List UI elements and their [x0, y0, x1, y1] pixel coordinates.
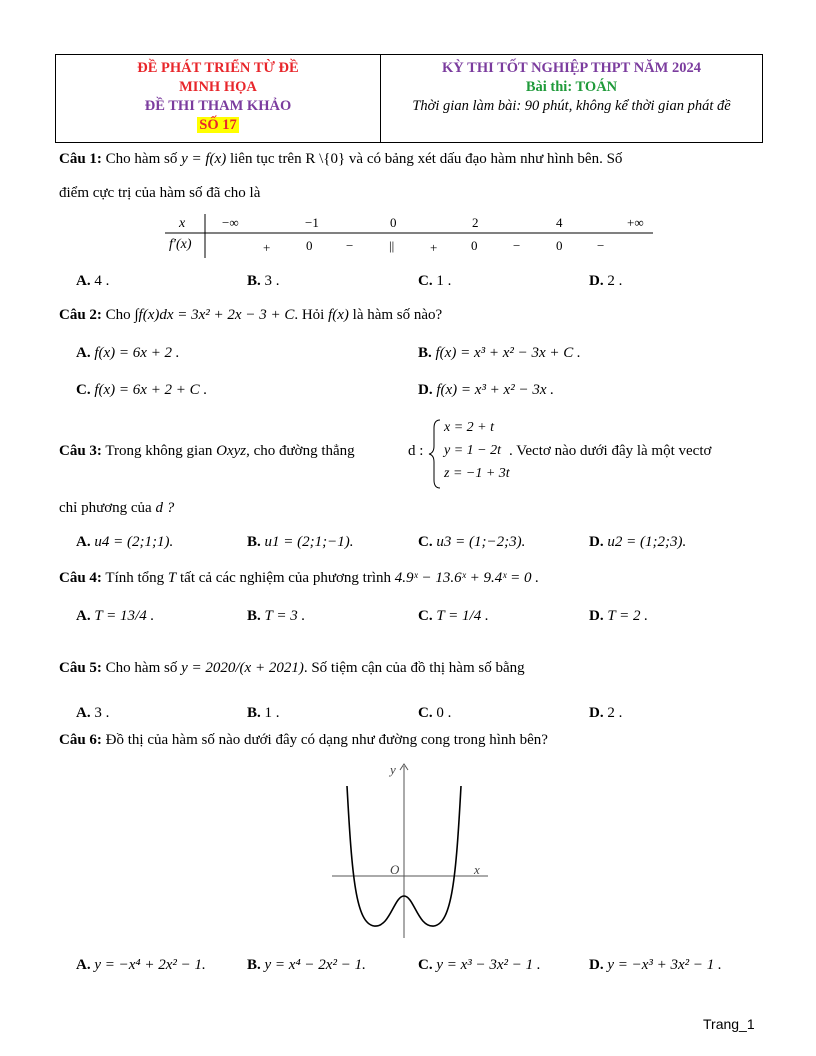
q2-b-letter: B. — [418, 345, 432, 361]
q1-table-s5: 0 — [471, 238, 478, 253]
q5-option-b[interactable] — [247, 705, 280, 722]
q4-text-a: Tính tổng — [105, 570, 165, 586]
q6-a-text: y = −x⁴ + 2x² − 1. — [94, 957, 206, 973]
q3-c-letter: C. — [418, 534, 433, 550]
q3-option-b[interactable] — [247, 534, 354, 551]
q6-option-a[interactable] — [76, 957, 206, 974]
q1-table-x-label: x — [179, 216, 186, 231]
q4-option-a[interactable] — [76, 608, 154, 625]
q4-option-c[interactable] — [418, 608, 489, 625]
header-exam-title: KỲ THI TỐT NGHIỆP THPT NĂM 2024 — [442, 60, 701, 76]
q1-table-s2: − — [346, 238, 354, 253]
q4-text-b: tất cả các nghiệm của phương trình — [180, 570, 391, 586]
q5-c-letter: C. — [418, 705, 433, 721]
q6-option-d[interactable] — [589, 957, 722, 974]
q1-d-text: 2 . — [607, 273, 623, 289]
q1-table-s7: 0 — [556, 238, 563, 253]
q5-b-text: 1 . — [264, 705, 280, 721]
q4-option-b[interactable] — [247, 608, 305, 625]
header-left-line1: ĐỀ PHÁT TRIỂN TỪ ĐỀ — [137, 60, 299, 76]
q1-label: Câu 1: — [59, 151, 102, 167]
q4-b-text: T = 3 . — [264, 608, 306, 624]
q1-table-s0: + — [263, 240, 271, 255]
q1-b-letter: B. — [247, 273, 261, 289]
q6-b-text: y = x⁴ − 2x² − 1. — [264, 957, 366, 973]
q1-table-x2: 0 — [390, 215, 397, 230]
q1-option-c[interactable] — [418, 273, 451, 290]
q5-option-d[interactable] — [589, 705, 622, 722]
q2-text-b: . Hỏi — [294, 307, 325, 323]
q2-option-c[interactable] — [76, 382, 207, 399]
q6-axis-y: y — [390, 762, 396, 777]
q2-text-a: Cho — [105, 307, 131, 323]
header-exam-number: SỐ 17 — [199, 117, 237, 133]
q2-label: Câu 2: — [59, 307, 102, 323]
q2-b-text: f(x) = x³ + x² − 3x + C . — [435, 345, 581, 361]
q3-brace-icon — [428, 418, 442, 490]
header-left-line2: MINH HỌA — [179, 79, 257, 95]
q1-option-b[interactable] — [247, 273, 280, 290]
q5-text-b: . Số tiệm cận của đồ thị hàm số bằng — [303, 660, 525, 676]
question-4 — [59, 570, 539, 587]
q1-a-text: 4 . — [94, 273, 110, 289]
q3-a-letter: A. — [76, 534, 91, 550]
q3-line2-var: d ? — [155, 500, 175, 516]
q2-d-letter: D. — [418, 382, 433, 398]
q1-d-letter: D. — [589, 273, 604, 289]
q2-integral: ∫f(x)dx = 3x² + 2x − 3 + C — [134, 307, 295, 323]
question-2 — [59, 307, 442, 324]
header-left — [56, 55, 381, 142]
q3-eq-z: z = −1 + 3t — [444, 466, 510, 481]
q2-a-letter: A. — [76, 345, 91, 361]
question-5 — [59, 660, 525, 677]
q6-label: Câu 6: — [59, 732, 102, 748]
q4-label: Câu 4: — [59, 570, 102, 586]
q1-sign-table — [165, 212, 655, 260]
q1-table-s4: + — [430, 240, 438, 255]
q5-d-letter: D. — [589, 705, 604, 721]
q3-a-text: u4 = (2;1;1). — [94, 534, 174, 550]
q2-func: f(x) — [328, 307, 349, 323]
q6-origin: O — [390, 862, 400, 877]
q5-option-c[interactable] — [418, 705, 451, 722]
q4-c-text: T = 1/4 . — [436, 608, 489, 624]
q6-axis-x: x — [474, 862, 480, 877]
q4-a-text: T = 13/4 . — [94, 608, 155, 624]
header-time: Thời gian làm bài: 90 phút, không kể thời gian phát đề — [412, 98, 731, 114]
q5-func: y = 2020/(x + 2021) — [181, 660, 304, 676]
q1-b-text: 3 . — [264, 273, 280, 289]
q3-line-name: d : — [408, 443, 424, 459]
q3-option-c[interactable] — [418, 534, 525, 551]
q5-d-text: 2 . — [607, 705, 623, 721]
q2-c-letter: C. — [76, 382, 91, 398]
q1-table-x4: 4 — [556, 215, 563, 230]
q6-a-letter: A. — [76, 957, 91, 973]
q5-c-text: 0 . — [436, 705, 452, 721]
q1-table-s8: − — [597, 238, 605, 253]
q5-option-a[interactable] — [76, 705, 109, 722]
q3-space: Oxyz — [216, 443, 247, 459]
q6-d-text: y = −x³ + 3x² − 1 . — [607, 957, 722, 973]
header-subject: Bài thi: TOÁN — [525, 79, 618, 95]
q2-text-c: là hàm số nào? — [352, 307, 443, 323]
q5-a-text: 3 . — [94, 705, 110, 721]
q4-b-letter: B. — [247, 608, 261, 624]
q6-d-letter: D. — [589, 957, 604, 973]
q1-table-fprime-label: f′(x) — [169, 237, 192, 252]
q3-text-c: . Vectơ nào dưới đây là một vectơ — [509, 443, 712, 459]
q6-text: Đồ thị của hàm số nào dưới đây có dạng như đường cong trong hình bên? — [105, 732, 548, 748]
q2-option-b[interactable] — [418, 345, 581, 362]
q1-c-letter: C. — [418, 273, 433, 289]
q1-table-s1: 0 — [306, 238, 313, 253]
q5-label: Câu 5: — [59, 660, 102, 676]
q1-func: y = f(x) — [181, 151, 227, 167]
q2-a-text: f(x) = 6x + 2 . — [94, 345, 180, 361]
q3-line2-text: chỉ phương của — [59, 500, 152, 516]
q5-a-letter: A. — [76, 705, 91, 721]
q5-b-letter: B. — [247, 705, 261, 721]
q1-table-x1: −1 — [305, 215, 319, 230]
q1-table-x0: −∞ — [222, 215, 239, 230]
q3-b-letter: B. — [247, 534, 261, 550]
q1-a-letter: A. — [76, 273, 91, 289]
q3-option-d[interactable] — [589, 534, 686, 551]
q1-option-a[interactable] — [76, 273, 109, 290]
page-number: Trang_1 — [703, 1016, 755, 1032]
q1-line2: điểm cực trị của hàm số đã cho là — [59, 185, 261, 201]
q3-eq-x: x = 2 + t — [444, 420, 494, 435]
q1-text-a: Cho hàm số — [105, 151, 178, 167]
q2-option-a[interactable] — [76, 345, 180, 362]
q3-line2 — [59, 500, 174, 517]
q3-b-text: u1 = (2;1;−1). — [264, 534, 354, 550]
q1-table-s3: || — [389, 238, 395, 253]
header-right — [381, 55, 762, 142]
q3-eq-y: y = 1 − 2t — [444, 443, 501, 458]
q1-option-d[interactable] — [589, 273, 622, 290]
q4-d-letter: D. — [589, 608, 604, 624]
q1-text-b: liên tục trên — [229, 151, 302, 167]
question-6 — [59, 732, 548, 749]
q2-c-text: f(x) = 6x + 2 + C . — [94, 382, 208, 398]
q6-graph — [330, 758, 490, 942]
question-3 — [59, 443, 355, 460]
q4-var: T — [167, 570, 177, 586]
header-left-line3: ĐỀ THI THAM KHẢO — [144, 98, 292, 114]
q3-c-text: u3 = (1;−2;3). — [436, 534, 526, 550]
q1-c-text: 1 . — [436, 273, 452, 289]
q1-table-s6: − — [513, 238, 521, 253]
q1-table-x5: +∞ — [627, 215, 644, 230]
q3-option-a[interactable] — [76, 534, 173, 551]
q3-label: Câu 3: — [59, 443, 102, 459]
q1-table-x3: 2 — [472, 215, 479, 230]
q4-c-letter: C. — [418, 608, 433, 624]
q3-text-a: Trong không gian — [105, 443, 213, 459]
q4-equation: 4.9ˣ − 13.6ˣ + 9.4ˣ = 0 . — [394, 570, 540, 586]
q5-text-a: Cho hàm số — [105, 660, 178, 676]
q4-option-d[interactable] — [589, 608, 648, 625]
q6-c-text: y = x³ − 3x² − 1 . — [436, 957, 541, 973]
q3-d-letter: D. — [589, 534, 604, 550]
q6-option-c[interactable] — [418, 957, 541, 974]
q6-c-letter: C. — [418, 957, 433, 973]
q3-d-text: u2 = (1;2;3). — [607, 534, 687, 550]
exam-header — [55, 54, 763, 143]
q2-option-d[interactable] — [418, 382, 554, 399]
q1-domain: R \{0} — [305, 151, 346, 167]
question-1 — [59, 151, 622, 168]
q6-b-letter: B. — [247, 957, 261, 973]
q4-d-text: T = 2 . — [607, 608, 649, 624]
q4-a-letter: A. — [76, 608, 91, 624]
q3-text-b: , cho đường thẳng — [246, 443, 355, 459]
q2-d-text: f(x) = x³ + x² − 3x . — [436, 382, 554, 398]
q6-option-b[interactable] — [247, 957, 366, 974]
q1-text-c: và có bảng xét dấu đạo hàm như hình bên. Số — [348, 151, 623, 167]
